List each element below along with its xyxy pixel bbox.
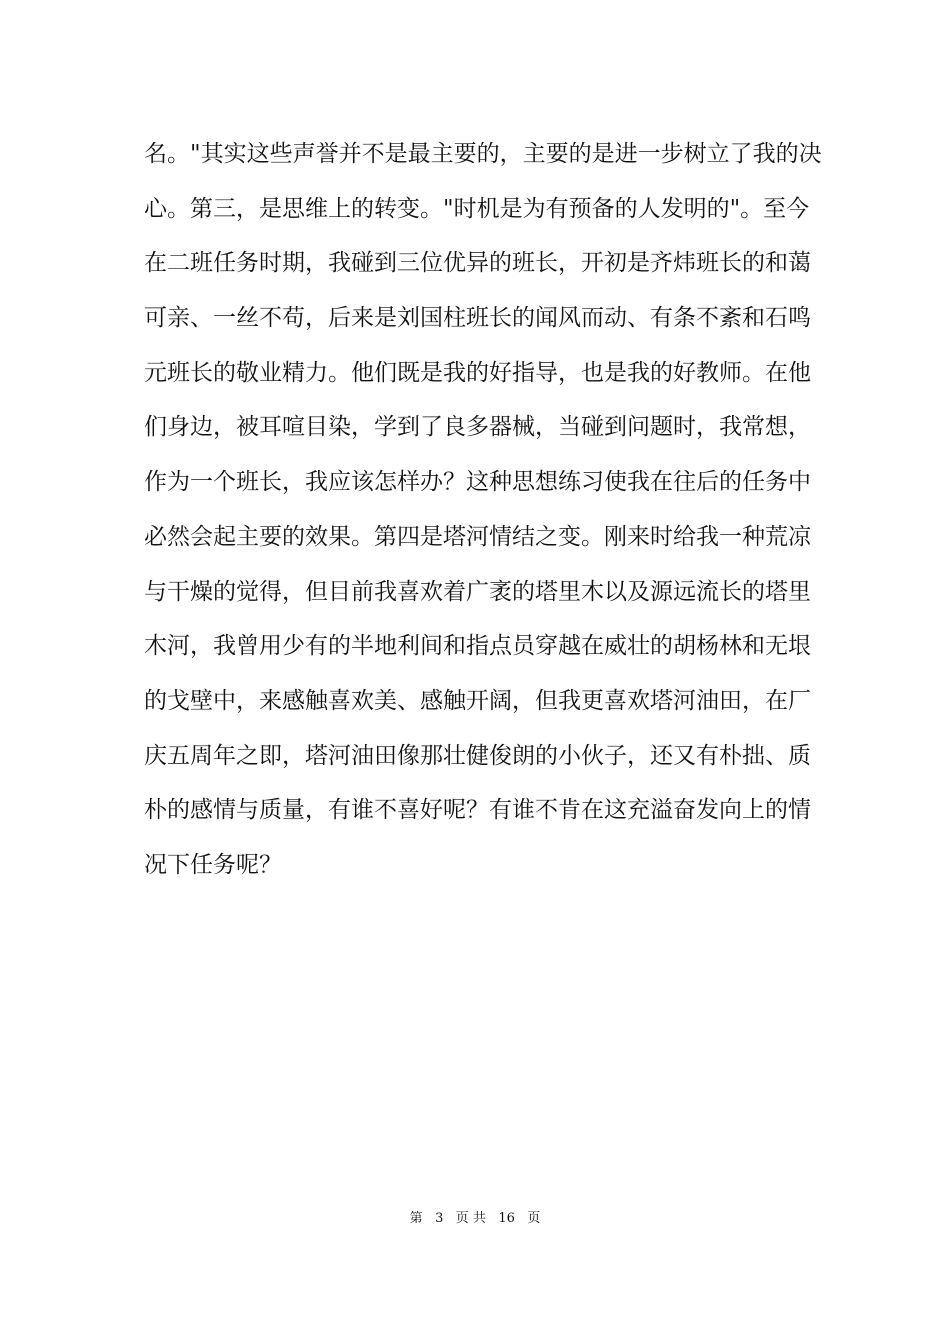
text-line: 的戈壁中，来感触喜欢美、感触开阔，但我更喜欢塔河油田，在厂 [144,687,811,714]
text-line: 木河，我曾用少有的半地利间和指点员穿越在威壮的胡杨林和无垠 [144,633,811,660]
text-line: 必然会起主要的效果。第四是塔河情结之变。刚来时给我一种荒凉 [144,523,811,550]
text-line: 们身边，被耳喧目染，学到了良多器械，当碰到问题时，我常想， [144,414,811,441]
text-line: 作为一个班长，我应该怎样办？这种思想练习使我在往后的任务中 [144,469,811,496]
total-pages-number: 16 [498,1211,515,1226]
current-page-number: 3 [435,1211,444,1226]
text-line: 况下任务呢？ [144,851,282,878]
text-line: 心。第三，是思维上的转变。"时机是为有预备的人发明的"。至今 [144,195,810,222]
text-line: 朴的感情与质量，有谁不喜好呢？有谁不肯在这充溢奋发向上的情 [144,797,811,824]
page-footer [0,1207,950,1226]
text-line: 在二班任务时期，我碰到三位优异的班长，开初是齐炜班长的和蔼 [144,250,811,277]
footer-middle: 页 共 [455,1211,486,1226]
footer-suffix: 页 [527,1211,541,1226]
text-line: 可亲、一丝不苟，后来是刘国柱班长的闻风而动、有条不紊和石鸣 [144,305,811,332]
body-paragraph [144,134,824,900]
text-line: 元班长的敬业精力。他们既是我的好指导，也是我的好教师。在他 [144,359,811,386]
text-line: 与干燥的觉得，但目前我喜欢着广袤的塔里木以及源远流长的塔里 [144,578,811,605]
text-line: 名。"其实这些声誉并不是最主要的，主要的是进一步树立了我的决 [144,141,822,167]
footer-prefix: 第 [409,1211,423,1226]
text-line: 庆五周年之即，塔河油田像那壮健俊朗的小伙子，还又有朴拙、质 [144,742,811,769]
